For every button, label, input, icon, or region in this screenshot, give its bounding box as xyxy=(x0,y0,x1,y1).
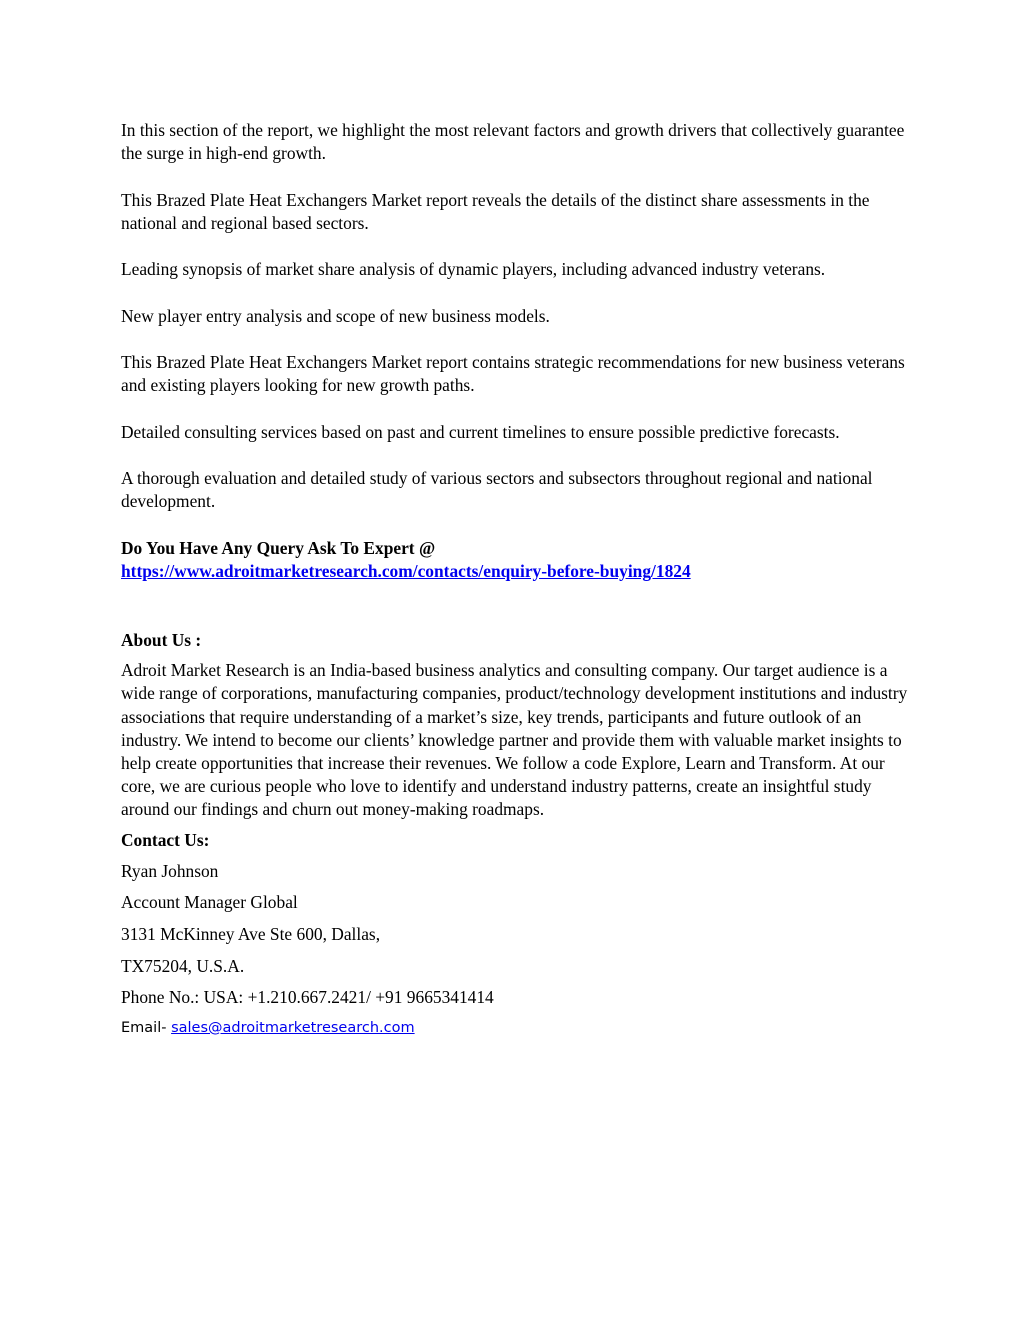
enquiry-link[interactable]: https://www.adroitmarketresearch.com/contacts/enquiry-before-buying/1824 xyxy=(121,560,691,581)
paragraph-market-share-synopsis: Leading synopsis of market share analysis of dynamic players, including advanced industry veterans. xyxy=(121,259,826,280)
paragraph-consulting-services: Detailed consulting services based on past and current timelines to ensure possible predictive forecasts. xyxy=(121,421,840,442)
paragraph-thorough-evaluation: A thorough evaluation and detailed study of various sectors and subsectors throughout regional and national development. xyxy=(121,467,873,512)
contact-email-line xyxy=(121,1018,911,1038)
email-label: Email- xyxy=(121,1019,172,1036)
document-body xyxy=(121,119,911,1061)
contact-address-line-2: TX75204, U.S.A. xyxy=(121,955,245,976)
paragraph-share-assessments: This Brazed Plate Heat Exchangers Market report reveals the details of the distinct share assessments in the national and regional based sectors. xyxy=(121,189,870,233)
query-section xyxy=(121,537,911,583)
contact-title: Account Manager Global xyxy=(121,892,298,913)
contact-phone: Phone No.: USA: +1.210.667.2421/ +91 9665341414 xyxy=(121,987,494,1008)
paragraph-highlight-factors: In this section of the report, we highlight the most relevant factors and growth drivers that collectively guarantee the surge in high-end growth. xyxy=(121,120,905,164)
about-us-text: Adroit Market Research is an India-based business analytics and consulting company. Our target audience is a wide range of corporations, manufacturing companies, product/technology development institutions and industry associations that require understanding of a market’s size, key trends, participants and future outlook of an industry. We intend to become our clients’ knowledge partner and provide them with valuable market insights to help create opportunities that increase their revenues. We follow a code Explore, Learn and Transform. At our core, we are curious people who love to identify and understand industry patterns, create an insightful study around our findings and churn out money-making roadmaps. xyxy=(121,660,908,820)
contact-name: Ryan Johnson xyxy=(121,860,219,881)
about-us-heading: About Us : xyxy=(121,629,202,650)
paragraph-strategic-recommendations: This Brazed Plate Heat Exchangers Market report contains strategic recommendations for new business veterans and existing players looking for new growth paths. xyxy=(121,351,905,396)
query-heading: Do You Have Any Query Ask To Expert @ xyxy=(121,537,436,558)
email-link[interactable]: sales@adroitmarketresearch.com xyxy=(171,1019,415,1036)
contact-us-heading: Contact Us: xyxy=(121,829,210,850)
paragraph-new-player-entry: New player entry analysis and scope of new business models. xyxy=(121,305,550,326)
contact-address-line-1: 3131 McKinney Ave Ste 600, Dallas, xyxy=(121,923,381,944)
